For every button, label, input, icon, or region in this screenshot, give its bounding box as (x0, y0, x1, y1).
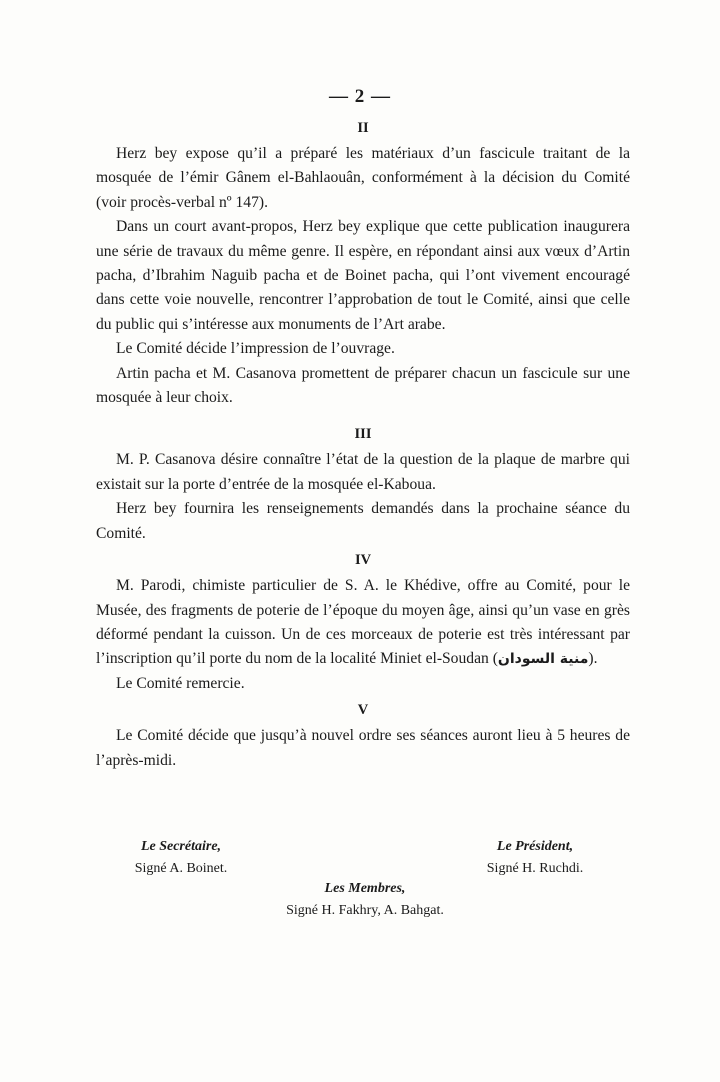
section-heading-v: V (357, 702, 369, 719)
paragraph: Le Comité remercie. (116, 674, 245, 692)
members-names: Signé H. Fakhry, A. Bahgat. (286, 903, 444, 918)
document-body (96, 118, 630, 773)
president-name: Signé H. Ruchdi. (486, 861, 584, 876)
paragraph: Herz bey fournira les renseignements demandés dans la prochaine séance du Comité. (96, 500, 630, 542)
paragraph-main-text: M. Parodi, chimiste particulier de S. A. le Khédive, offre au Comité, pour le Musée, des fragments de poterie de l’époque du moyen âge, ainsi qu’un vase en grès déformé pendant la cuisson. Un de ces morceaux de poterie est très intéressant par l’inscription qu’il porte du nom de la localité Miniet el-Soudan ( (96, 577, 630, 668)
secretary-name: Signé A. Boinet. (134, 861, 228, 876)
section-heading-ii: II (357, 120, 369, 136)
paragraph: Dans un court avant-propos, Herz bey explique que cette publication inaugurera une série de travaux du même genre. Il espère, en répondant ainsi aux vœux d’Artin pacha, d’Ibrahim Naguib pacha et de Boinet pacha, qui l’ont vivement encouragé dans cette voie nouvelle, rencontrer l’approbation de tout le Comité, ainsi que celle du public qui s’intéresse aux monuments de l’Art arabe. (96, 218, 630, 333)
paragraph: M. P. Casanova désire connaître l’état de la question de la plaque de marbre qui existait sur la porte d’entrée de la mosquée el-Kaboua. (96, 451, 630, 493)
president-signature (470, 836, 600, 880)
section-heading-iii: III (354, 426, 372, 443)
section-heading-iv: IV (354, 552, 372, 569)
page-number: — 2 — (329, 86, 391, 107)
paragraph-tail: ). (588, 650, 598, 668)
arabic-inscription: منية السودان (497, 651, 589, 668)
paragraph: Herz bey expose qu’il a préparé les matériaux d’un fascicule traitant de la mosquée de l’émir Gânem el-Bahlaouân, conformément à la décision du Comité (voir procès-verbal nº 147). (96, 145, 630, 211)
paragraph: Artin pacha et M. Casanova promettent de préparer chacun un fascicule sur une mosquée à leur choix. (96, 364, 630, 407)
paragraph (96, 574, 630, 672)
secretary-signature (116, 836, 246, 880)
president-role: Le Président, (496, 839, 574, 854)
secretary-role: Le Secrétaire, (140, 839, 222, 854)
members-signature (250, 878, 480, 922)
paragraph: Le Comité décide l’impression de l’ouvrage. (116, 340, 395, 358)
paragraph: Le Comité décide que jusqu’à nouvel ordre ses séances auront lieu à 5 heures de l’après-midi. (96, 727, 630, 769)
members-role: Les Membres, (324, 881, 406, 896)
